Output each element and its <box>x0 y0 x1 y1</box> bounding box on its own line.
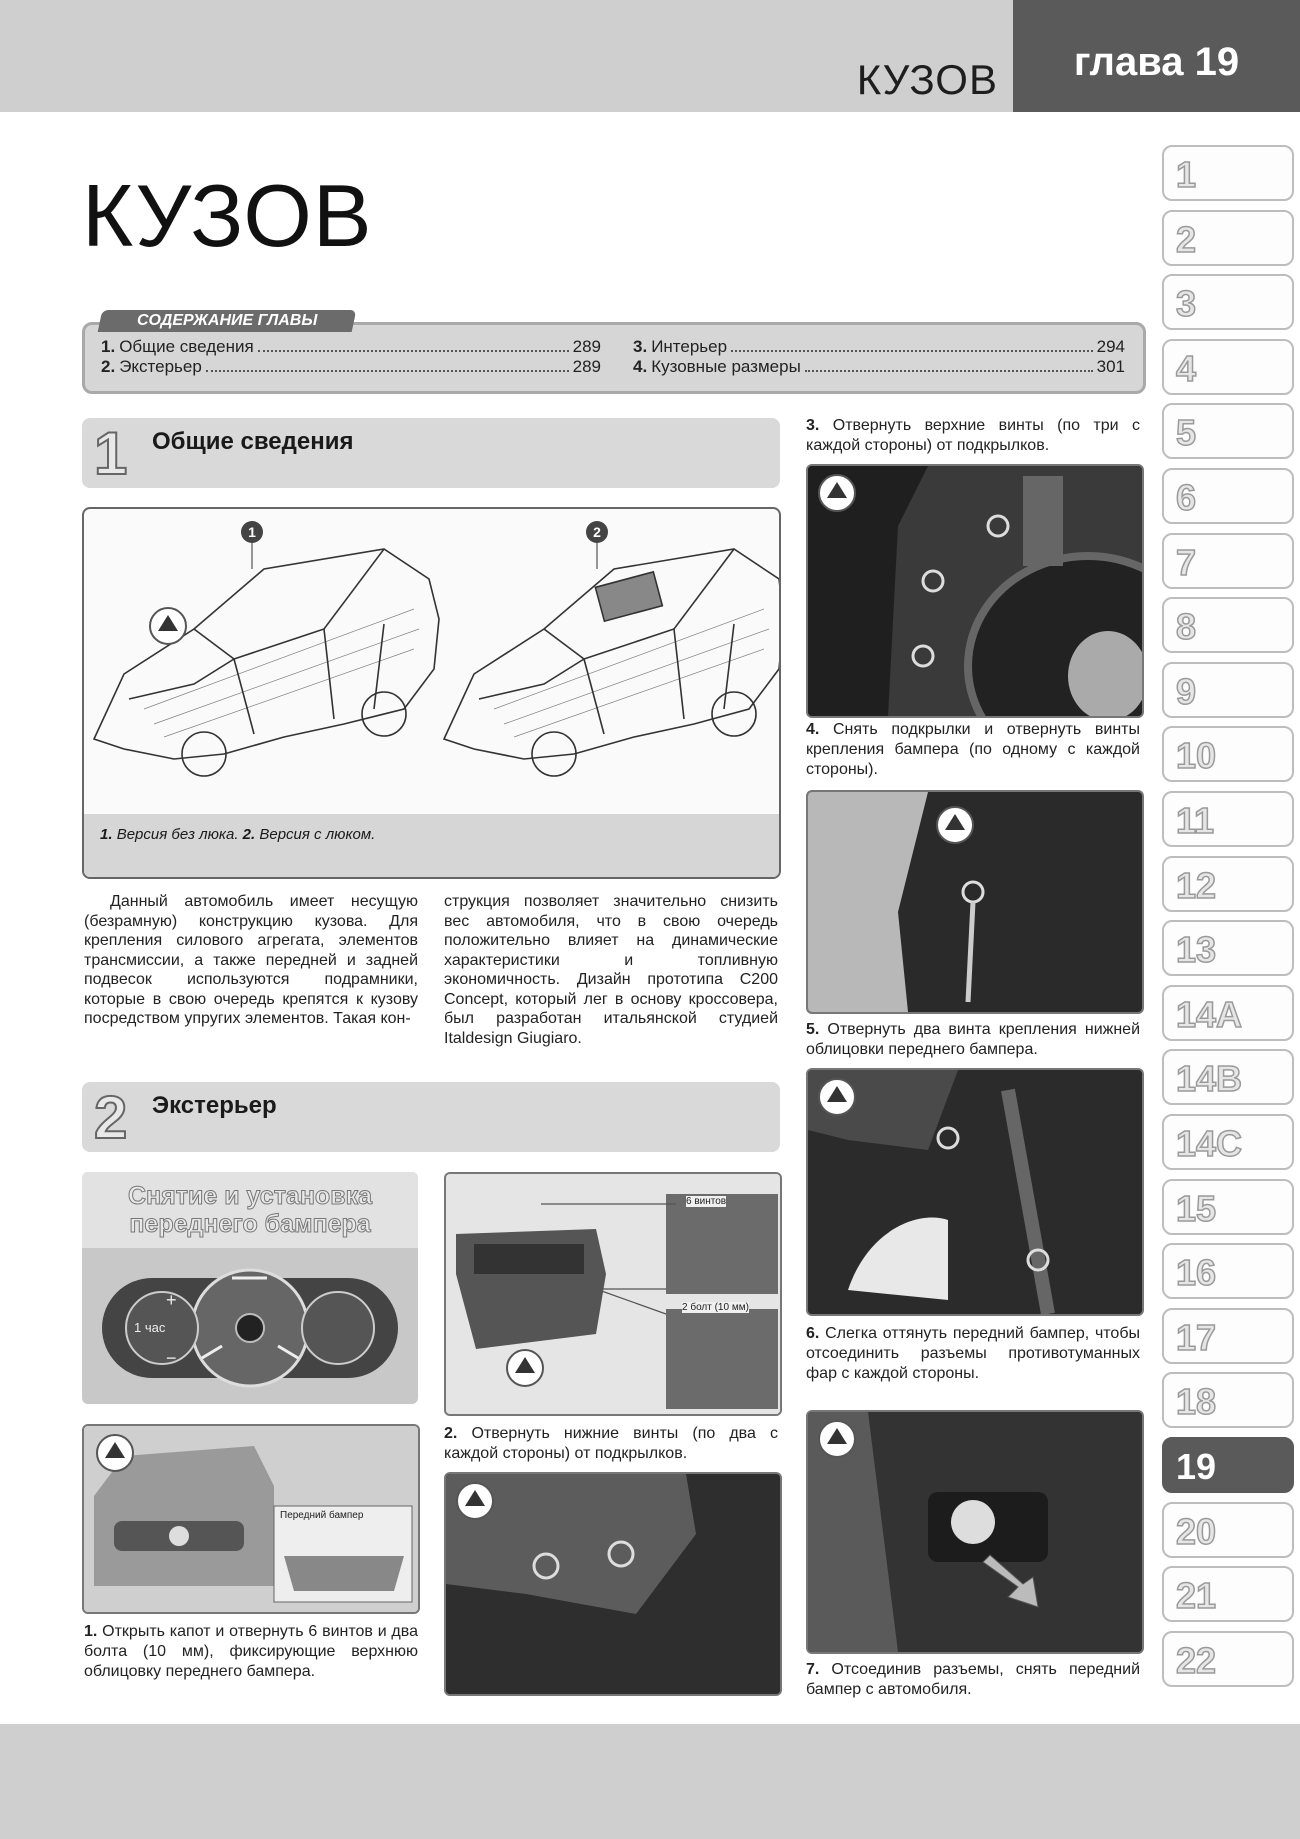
procedure-title: Снятие и установка переднего бампера <box>82 1172 418 1248</box>
chapter-tab[interactable]: 15 <box>1162 1179 1294 1235</box>
chapter-tab[interactable]: 19 <box>1162 1437 1294 1493</box>
chapter-tab[interactable]: 20 <box>1162 1502 1294 1558</box>
publisher-logo-icon <box>506 1349 544 1387</box>
figure-marker-1-label: 1 <box>248 524 256 540</box>
lower-screws-illustration <box>446 1474 780 1694</box>
chapter-tab[interactable]: 22 <box>1162 1631 1294 1687</box>
chapter-tab[interactable]: 14B <box>1162 1049 1294 1105</box>
step3-photo <box>806 464 1144 718</box>
step4-photo <box>806 790 1144 1014</box>
step5-photo <box>806 1068 1144 1316</box>
toc-item[interactable]: 2. Экстерьер 289 <box>101 357 601 376</box>
publisher-logo-icon <box>456 1482 494 1520</box>
chapter-tab[interactable]: 8 <box>1162 597 1294 653</box>
step7-caption: 7. Отсоединив разъемы, снять передний бампер с автомобиля. <box>806 1661 1140 1698</box>
bumper-label: Передний бампер <box>280 1510 364 1521</box>
car-front-illustration <box>84 1426 418 1612</box>
chapter-tab[interactable]: 16 <box>1162 1243 1294 1299</box>
wheel-arch-illustration <box>808 466 1142 716</box>
toc-item[interactable]: 3. Интерьер 294 <box>633 337 1125 356</box>
step1-detail-photo <box>444 1172 782 1416</box>
chapter-tab[interactable]: 4 <box>1162 339 1294 395</box>
body-text-col2: струкция позволяет значительно снизить вес автомобиля, что в свою очередь положительно влияет на динамические характеристики и топливную экономичность. Дизайн прототипа C200 Concept, который лег в основу кроссовера, был разработан итальянской студией Italdesign Giugiaro. <box>444 893 778 1047</box>
publisher-logo-icon <box>96 1434 134 1472</box>
step1-photo <box>82 1424 420 1614</box>
chapter-tab[interactable]: 14A <box>1162 985 1294 1041</box>
chapter-tab[interactable]: 18 <box>1162 1372 1294 1428</box>
bumper-screw-illustration <box>808 792 1142 1012</box>
publisher-logo-icon <box>936 806 974 844</box>
chapter-tab[interactable]: 6 <box>1162 468 1294 524</box>
page-title: КУЗОВ <box>82 166 373 265</box>
fog-light-connector-illustration <box>808 1412 1142 1652</box>
step6-caption: 6. Слегка оттянуть передний бампер, чтобы отсоединить разъемы противотуманных фар с каждой стороны. <box>806 1325 1140 1382</box>
step1-caption: 1. Открыть капот и отвернуть 6 винтов и два болта (10 мм), фиксирующие верхнюю облицовку переднего бампера. <box>84 1623 418 1680</box>
difficulty-gauge-illustration <box>82 1248 418 1404</box>
section-header-general: 1 Общие сведения <box>82 418 780 488</box>
chapter-tab[interactable]: 11 <box>1162 791 1294 847</box>
toc-item[interactable]: 1. Общие сведения 289 <box>101 337 601 356</box>
chapter-tab[interactable]: 2 <box>1162 210 1294 266</box>
svg-text:+: + <box>166 1290 177 1310</box>
header-chapter-label: глава 19 <box>1013 0 1300 112</box>
toc-col-right <box>633 337 1125 377</box>
step5-caption: 5. Отвернуть два винта крепления нижней облицовки переднего бампера. <box>806 1021 1141 1058</box>
publisher-logo-icon <box>818 1078 856 1116</box>
body-structure-figure <box>82 507 781 879</box>
time-label: 1 час <box>134 1320 166 1335</box>
chapter-tab[interactable]: 14C <box>1162 1114 1294 1170</box>
chapter-tab[interactable]: 13 <box>1162 920 1294 976</box>
svg-text:−: − <box>166 1348 177 1368</box>
step4-caption: 4. Снять подкрылки и отвернуть винты крепления бампера (по одному с каждой стороны). <box>806 721 1140 778</box>
section-header-exterior: 2 Экстерьер <box>82 1082 780 1152</box>
chapter-tab[interactable]: 5 <box>1162 403 1294 459</box>
toc-item[interactable]: 4. Кузовные размеры 301 <box>633 357 1125 376</box>
screws-label: 6 винтов <box>686 1196 727 1207</box>
chapter-tab[interactable]: 17 <box>1162 1308 1294 1364</box>
screws-location-illustration <box>446 1174 780 1414</box>
step2-photo <box>444 1472 782 1696</box>
step2-caption: 2. Отвернуть нижние винты (по два с каждой стороны) от подкрылков. <box>444 1425 778 1462</box>
publisher-logo-icon <box>818 1420 856 1458</box>
body-structure-illustration <box>84 509 779 814</box>
figure-caption: 1. Версия без люка. 2. Версия с люком. <box>84 814 779 877</box>
chapter-tab[interactable]: 7 <box>1162 533 1294 589</box>
chapter-tab[interactable]: 21 <box>1162 1566 1294 1622</box>
chapter-tab[interactable]: 1 <box>1162 145 1294 201</box>
chapter-tab[interactable]: 12 <box>1162 856 1294 912</box>
procedure-panel <box>82 1172 418 1404</box>
body-text-col1: Данный автомобиль имеет несущую (безрамную) конструкцию кузова. Для крепления силового агрегата, элементов трансмиссии, а также передней и задней подвесок используются подрамники, которые в свою очередь крепятся к кузову посредством упругих элементов. Такая кон- <box>84 893 418 1027</box>
figure-marker-2-label: 2 <box>593 524 601 540</box>
toc-heading: СОДЕРЖАНИЕ ГЛАВЫ <box>98 310 357 332</box>
chapter-tab[interactable]: 10 <box>1162 726 1294 782</box>
footer-band <box>0 1724 1300 1839</box>
step3-caption: 3. Отвернуть верхние винты (по три с каждой стороны) от подкрылков. <box>806 417 1140 454</box>
toc-box <box>82 322 1146 394</box>
chapter-tab[interactable]: 3 <box>1162 274 1294 330</box>
header-section-title: КУЗОВ <box>856 56 998 103</box>
chapter-tab[interactable]: 9 <box>1162 662 1294 718</box>
step6-photo <box>806 1410 1144 1654</box>
lower-trim-illustration <box>808 1070 1142 1314</box>
publisher-logo-icon <box>818 474 856 512</box>
toc-col-left <box>101 337 601 377</box>
bolts-label: 2 болт (10 мм) <box>682 1302 749 1313</box>
publisher-logo-icon <box>149 607 187 645</box>
